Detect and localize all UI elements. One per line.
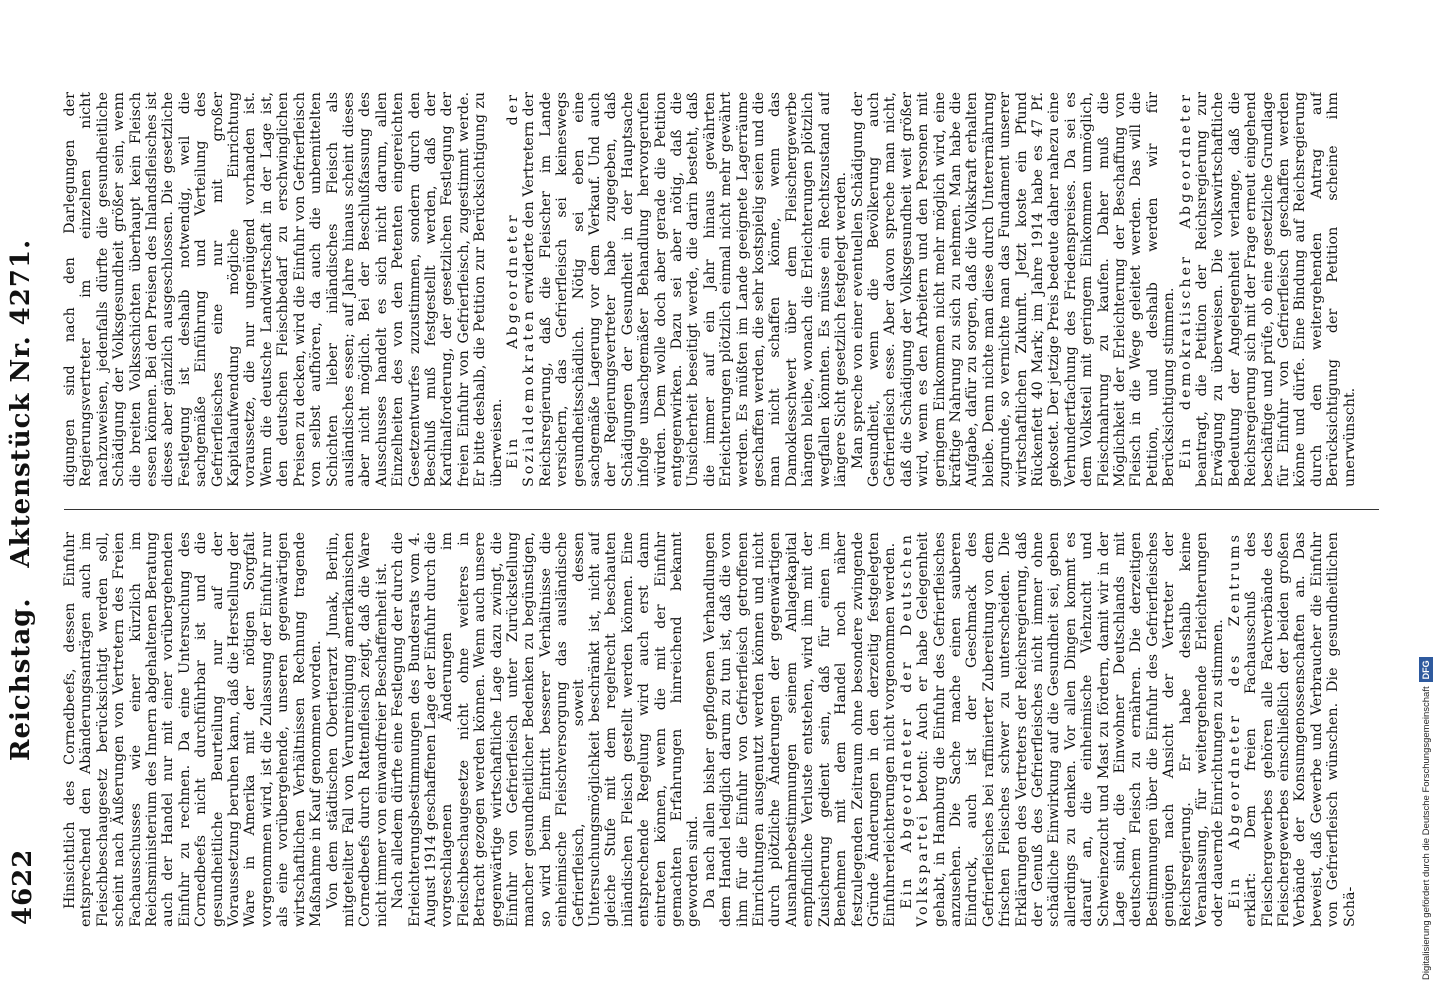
right-text-column: [62, 92, 1382, 487]
page-header: [2, 35, 52, 965]
header-left-title: Reichstag.: [6, 597, 36, 762]
column-divider: [64, 509, 1379, 510]
paragraph-text: erklärt: Dem freien Fachausschuß des Fleischergewerbes gehören alle Fachverbände des Fleischergewerbes einschließlich der beiden großen Verbände der Konsumgenossenschaften an. Das beweist, daß Gewerbe und Verbraucher die Einfuhr von Gefrierfleisch wünschen. Die gesundheitlichen Schä-: [1243, 532, 1358, 927]
paragraph: Von dem städtischen Obertierarzt Junak, Berlin, mitgeteilter Fall von Verunreinigung amerikanischen Cornedbeefs durch Rattenfleisch zeigt, daß die Ware nicht immer von einwandfreier Beschaffenheit ist.: [324, 532, 390, 927]
paragraph-text: beantragt, die Petition der Reichsregierung zur Erwägung zu überweisen. Die volkswirtschaftliche Bedeutung der Angelegenheit verlange, daß die Reichsregierung sich mit der Frage erneut eingehend beschäftige und prüfe, ob eine gesetzliche Grundlage für Einfuhr von Gefrierfleisch geschaffen werden könne und dürfe. Eine Bindung auf Reichsregierung durch den weitergehenden Antrag auf Berücksichtigung der Petition scheine ihm unerwünscht.: [1194, 92, 1358, 487]
paragraph: [1227, 532, 1358, 927]
paragraph: [505, 92, 850, 487]
digitization-watermark: [1419, 20, 1433, 980]
watermark-text-strip: [1419, 20, 1433, 980]
rotated-document-page: [2, 35, 1402, 965]
speaker-label: Ein Abgeordneter der Sozialdemokraten: [504, 92, 538, 487]
header-right-title: Aktenstück Nr. 4271.: [6, 238, 36, 568]
paragraph: Hinsichtlich des Cornedbeefs, dessen Einfuhr entsprechend den Abänderungsanträgen auch im Fleischbeschaugesetz berücksichtigt werden soll, scheint nach Äußerungen von Vertretern des Freien Fachausschusses wie einer kürzlich im Reichsministerium des Innern abgehaltenen Beratung auch der Handel nur mit einer vorübergehenden Einfuhr zu rechnen. Da eine Untersuchung des Cornedbeefs nicht durchführbar ist und die gesundheitliche Beurteilung nur auf der Voraussetzung beruhen kann, daß die Herstellung der Ware in Amerika mit der nötigen Sorgfalt vorgenommen wird, ist die Zulassung der Einfuhr nur als eine vorübergehende, unseren gegenwärtigen wirtschaftlichen Verhältnissen Rechnung tragende Maßnahme in Kauf genommen worden.: [62, 532, 325, 927]
left-text-column: [62, 532, 1382, 927]
paragraph-text: betont: Auch er habe Gelegenheit gehabt, in Hamburg die Einfuhr des Gefrierfleisches anzusehen. Die Sache mache einen sauberen Eindruck, auch ist der Geschmack des Gefrierfleisches bei raffinierter Zubereitung von dem frischen Fleisches schwer zu unterscheiden. Die Erklärungen des Vertreters der Reichsregierung, daß der Genuß des Gefrierfleisches nicht immer ohne schädliche Einwirkung auf die Gesundheit sei, geben allerdings zu denken. Vor allen Dingen kommt es darauf an, die einheimische Viehzucht und Schweinezucht und Mast zu fördern, damit wir in der Lage sind, die Einwohner Deutschlands mit deutschem Fleisch zu ernähren. Die derzeitigen Bestimmungen über die Einfuhr des Gefrierfleisches genügen nach Ansicht der Vertreter der Reichsregierung. Er habe deshalb keine Veranlassung, für weitergehende Erleichterungen oder dauernde Einrichtungen zu stimmen.: [915, 532, 1227, 927]
speaker-label: Ein Abgeordneter des Zentrums: [1226, 532, 1243, 909]
dfg-logo-icon: DFG: [1419, 657, 1433, 682]
paragraph: Da nach allen bisher gepflogenen Verhandlungen dem Handel lediglich darum zu tun ist, daß die von ihm für die Einfuhr von Gefrierfleisch getroffenen Einrichtungen ausgenutzt werden können und nicht durch plötzliche Änderungen der gegenwärtigen Ausnahmebestimmungen seinem Anlagekapital empfindliche Verluste entstehen, wird ihm mit der Zusicherung gedient sein, daß für einen im Benehmen mit dem Handel noch näher festzulegenden Zeitraum ohne besondere zwingende Gründe Änderungen in den derzeitig festgelegten Einfuhrerleichterungen nicht vorgenommen werden.: [701, 532, 899, 927]
page-number: 4622: [8, 848, 38, 925]
paragraph: Man spreche von einer eventuellen Schädigung der Gesundheit, wenn die Bevölkerung auch Gefrierfleisch esse. Aber davon spreche man nicht, daß die Schädigung der Volksgesundheit weit größer wird, wenn es den Arbeitern und den Personen mit geringem Einkommen nicht mehr möglich wird, eine kräftige Nahrung zu sich zu nehmen. Man habe die Aufgabe, dafür zu sorgen, daß die Volkskraft erhalten bleibe. Denn nichte man diese durch Unterernährung zugrunde, so vernichte man das Fundament unserer wirtschaftlichen Zukunft. Jetzt koste ein Pfund Rückenfett 40 Mark; im Jahre 1914 habe es 47 Pf. gekostet. Der jetzige Preis bedeute daher nahezu eine Verhundertfachung des Friedenspreises. Da sei es dem Volksteil mit geringem Einkommen unmöglich, Fleischnahrung zu kaufen. Daher muß die Möglichkeit der Erleichterung der Beschaffung von Fleisch in die Wege geleitet werden. Das will die Petition, und deshalb werden wir für Berücksichtigung stimmen.: [849, 92, 1178, 487]
speaker-label: Ein Abgeordneter der Deutschen Volkspartei: [898, 532, 932, 927]
speaker-label: Ein demokratischer Abgeordneter: [1177, 92, 1194, 469]
paragraph: [899, 532, 1227, 927]
watermark-text: Digitalisierung gefördert durch die Deutsche Forschungsgemeinschaft: [1421, 686, 1432, 980]
running-title: [6, 35, 36, 965]
paragraph-text: erwiderte den Vertretern der Reichsregierung, daß die Fleischer im Lande versichern, das Gefrierfleisch sei keineswegs gesundheitsschädlich. Nötig sei eben eine sachgemäße Lagerung vor dem Verkauf. Und auch der Regierungsvertreter habe zugegeben, daß Schädigungen der Gesundheit in der Hauptsache infolge unsachgemäßer Behandlung hervorgerufen würden. Dem wolle doch aber gerade die Petition entgegenwirken. Dazu sei aber nötig, daß die Unsicherheit beseitigt werde, die darin besteht, daß die immer auf ein Jahr hinaus gewährten Erleichterungen plötzlich einmal nicht mehr gewährt werden. Es müßten im Lande geeignete Lagerräume geschaffen werden, die sehr kostspielig seien und die man nicht schaffen könne, wenn das Damoklesschwert über dem Fleischergewerbe hängen bleibe, wonach die Erleichterungen plötzlich wegfallen könnten. Es müsse ein Rechtszustand auf längere Sicht gesetzlich festgelegt werden.: [521, 92, 850, 487]
paragraph: Nach alledem dürfte eine Festlegung der durch die Erleichterungsbestimmungen des Bundesrats vom 4. August 1914 geschaffenen Lage der Einfuhr durch die vorgeschlagenen Änderungen im Fleischbeschaugesetze nicht ohne weiteres in Betracht gezogen werden können. Wenn auch unsere gegenwärtige wirtschaftliche Lage dazu zwingt, die Einfuhr von Gefrierfleisch unter Zurückstellung mancher gesundheitlicher Bedenken zu begünstigen, so wird beim Eintritt besserer Verhältnisse die einheimische Fleischversorgung das ausländische Gefrierfleisch, soweit dessen Untersuchungsmöglichkeit beschränkt ist, nicht auf gleiche Stufe mit dem regelrecht beschauten inländischen Fleisch gestellt werden können. Eine entsprechende Regelung wird auch erst dann eintreten können, wenn die mit der Einfuhr gemachten Erfahrungen hinreichend bekannt geworden sind.: [390, 532, 702, 927]
paragraph: digungen sind nach den Darlegungen der Regierungsvertreter im einzelnen nicht nachzuweisen, jedenfalls dürfte die gesundheitliche Schädigung der Volksgesundheit größer sein, wenn die breiten Volksschichten überhaupt kein Fleisch essen können. Bei den Preisen des Inlandsfleisches ist dieses aber gänzlich ausgeschlossen. Die gesetzliche Festlegung ist deshalb notwendig, weil die sachgemäße Einführung und Verteilung des Gefrierfleisches eine nur mit großer Kapitalaufwendung mögliche Einrichtung voraussetze, die nur ungenügend vorhanden ist. Wenn die deutsche Landwirtschaft in der Lage ist, den deutschen Fleischbedarf zu erschwinglichen Preisen zu decken, wird die Einfuhr von Gefrierfleisch von selbst aufhören, da auch die unbemittelten Schichten lieber inländisches Fleisch als ausländisches essen; auf Jahre hinaus scheint dieses aber nicht möglich. Bei der Beschlußfassung des Ausschusses handelt es sich nicht darum, allen Einzelheiten des von den Petenten eingereichten Gesetzentwurfes zuzustimmen, sondern durch den Beschluß muß festgestellt werden, daß der Kardinalforderung, der gesetzlichen Festlegung der freien Einfuhr von Gefrierfleisch, zugestimmt werde. Er bitte deshalb, die Petition zur Berücksichtigung zu überweisen.: [62, 92, 505, 487]
paragraph: [1178, 92, 1358, 487]
